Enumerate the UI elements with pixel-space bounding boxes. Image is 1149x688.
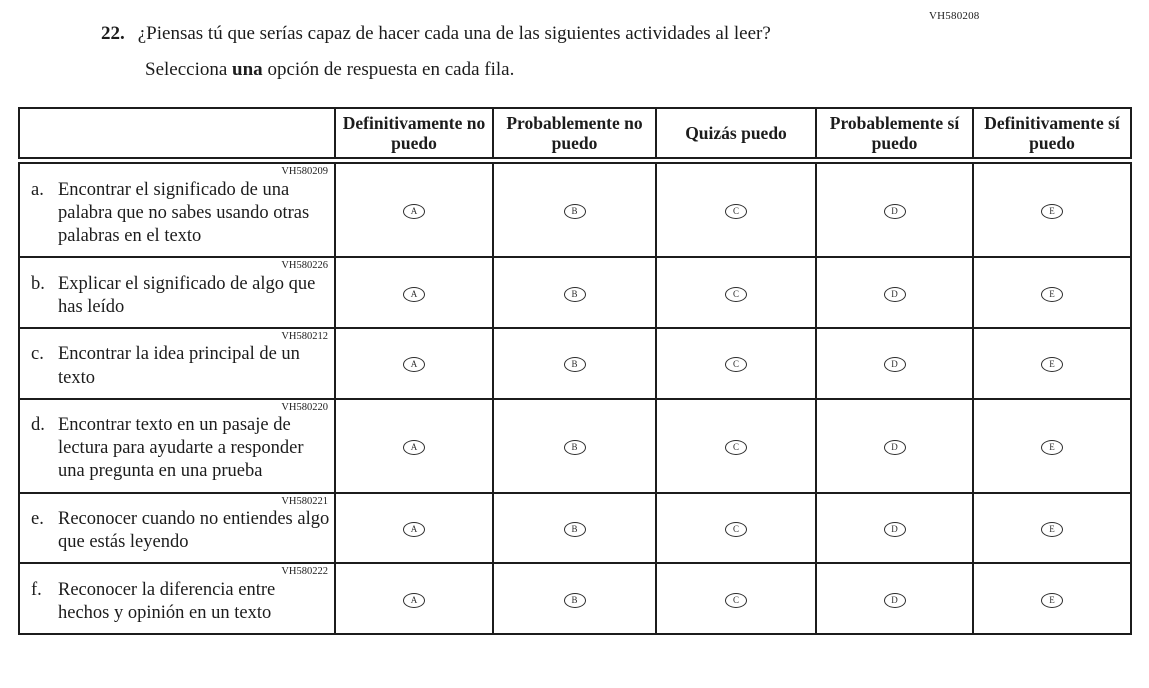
instruction-prefix: Selecciona (145, 59, 233, 80)
column-header: Definitivamente no puedo (335, 108, 493, 161)
column-header: Probablemente sí puedo (816, 108, 973, 161)
option-cell (335, 399, 493, 493)
item-cell (19, 257, 335, 328)
column-header: Definitivamente sí puedo (973, 108, 1131, 161)
item-text: Reconocer la diferencia entre hechos y opinión en un texto (58, 579, 276, 623)
answer-bubble-E[interactable]: E (1041, 440, 1063, 455)
answer-bubble-E[interactable]: E (1041, 357, 1063, 372)
answer-bubble-B[interactable]: B (564, 287, 586, 302)
instruction-text (145, 59, 514, 81)
item-text: Reconocer cuando no entiendes algo que estás leyendo (58, 509, 330, 553)
answer-bubble-A[interactable]: A (403, 440, 425, 455)
item-code: VH580221 (281, 495, 328, 507)
option-cell (973, 493, 1131, 564)
item-label: d. (31, 415, 45, 436)
answer-bubble-A[interactable]: A (403, 287, 425, 302)
answer-bubble-E[interactable]: E (1041, 593, 1063, 608)
answer-bubble-C[interactable]: C (725, 357, 747, 372)
item-cell (19, 563, 335, 634)
option-cell (335, 328, 493, 399)
option-cell (973, 328, 1131, 399)
option-cell (816, 563, 973, 634)
option-cell (816, 161, 973, 257)
option-cell (493, 257, 656, 328)
item-text: Encontrar texto en un pasaje de lectura para ayudarte a responder una pregunta en una prueba (58, 415, 304, 482)
item-label: c. (31, 344, 44, 365)
item-text: Encontrar el significado de una palabra que no sabes usando otras palabras en el texto (58, 179, 310, 246)
answer-bubble-B[interactable]: B (564, 440, 586, 455)
item-cell (19, 493, 335, 564)
answer-bubble-D[interactable]: D (884, 287, 906, 302)
item-code: VH580209 (281, 166, 328, 178)
option-cell (493, 399, 656, 493)
answer-bubble-D[interactable]: D (884, 522, 906, 537)
column-header: Probablemente no puedo (493, 108, 656, 161)
option-cell (816, 257, 973, 328)
table-row (19, 493, 1131, 564)
option-cell (816, 399, 973, 493)
option-cell (816, 493, 973, 564)
answer-bubble-E[interactable]: E (1041, 204, 1063, 219)
item-label: f. (31, 579, 42, 600)
item-cell (19, 161, 335, 257)
option-cell (335, 161, 493, 257)
form-code: VH580208 (929, 10, 980, 22)
table-row (19, 563, 1131, 634)
question-text: ¿Piensas tú que serías capaz de hacer cada una de las siguientes actividades al leer? (137, 23, 771, 44)
option-cell (656, 328, 816, 399)
item-text: Explicar el significado de algo que has leído (58, 273, 316, 317)
answer-bubble-D[interactable]: D (884, 440, 906, 455)
table-row (19, 161, 1131, 257)
answer-bubble-A[interactable]: A (403, 357, 425, 372)
answer-bubble-A[interactable]: A (403, 593, 425, 608)
answer-bubble-C[interactable]: C (725, 440, 747, 455)
response-matrix-table (18, 107, 1132, 635)
answer-bubble-B[interactable]: B (564, 357, 586, 372)
option-cell (656, 563, 816, 634)
answer-bubble-E[interactable]: E (1041, 522, 1063, 537)
option-cell (656, 399, 816, 493)
option-cell (973, 399, 1131, 493)
option-cell (973, 161, 1131, 257)
answer-bubble-D[interactable]: D (884, 204, 906, 219)
item-label: e. (31, 509, 44, 529)
item-cell (19, 328, 335, 399)
item-code: VH580220 (281, 401, 328, 413)
item-code: VH580222 (281, 566, 328, 578)
option-cell (816, 328, 973, 399)
answer-bubble-C[interactable]: C (725, 204, 747, 219)
answer-bubble-B[interactable]: B (564, 593, 586, 608)
option-cell (493, 328, 656, 399)
answer-bubble-A[interactable]: A (403, 522, 425, 537)
instruction-suffix: opción de respuesta en cada fila. (262, 59, 515, 80)
option-cell (656, 257, 816, 328)
empty-header-cell (19, 108, 335, 161)
item-label: b. (31, 273, 45, 294)
table-row (19, 399, 1131, 493)
item-text: Encontrar la idea principal de un texto (58, 344, 300, 388)
item-label: a. (31, 179, 44, 200)
item-code: VH580226 (281, 260, 328, 272)
item-code: VH580212 (281, 330, 328, 342)
answer-bubble-B[interactable]: B (564, 522, 586, 537)
table-row (19, 328, 1131, 399)
answer-bubble-C[interactable]: C (725, 287, 747, 302)
option-cell (335, 493, 493, 564)
answer-bubble-C[interactable]: C (725, 593, 747, 608)
table-row (19, 257, 1131, 328)
instruction-bold-word: una (232, 59, 263, 80)
answer-bubble-D[interactable]: D (884, 593, 906, 608)
option-cell (335, 563, 493, 634)
option-cell (493, 493, 656, 564)
answer-bubble-C[interactable]: C (725, 522, 747, 537)
option-cell (973, 257, 1131, 328)
question-line (101, 23, 771, 45)
option-cell (493, 563, 656, 634)
option-cell (335, 257, 493, 328)
answer-bubble-D[interactable]: D (884, 357, 906, 372)
answer-bubble-A[interactable]: A (403, 204, 425, 219)
question-number: 22. (101, 23, 125, 44)
answer-bubble-E[interactable]: E (1041, 287, 1063, 302)
option-cell (493, 161, 656, 257)
item-cell (19, 399, 335, 493)
option-cell (656, 493, 816, 564)
option-cell (656, 161, 816, 257)
option-cell (973, 563, 1131, 634)
header-row (19, 108, 1131, 161)
column-header: Quizás puedo (656, 108, 816, 161)
answer-bubble-B[interactable]: B (564, 204, 586, 219)
